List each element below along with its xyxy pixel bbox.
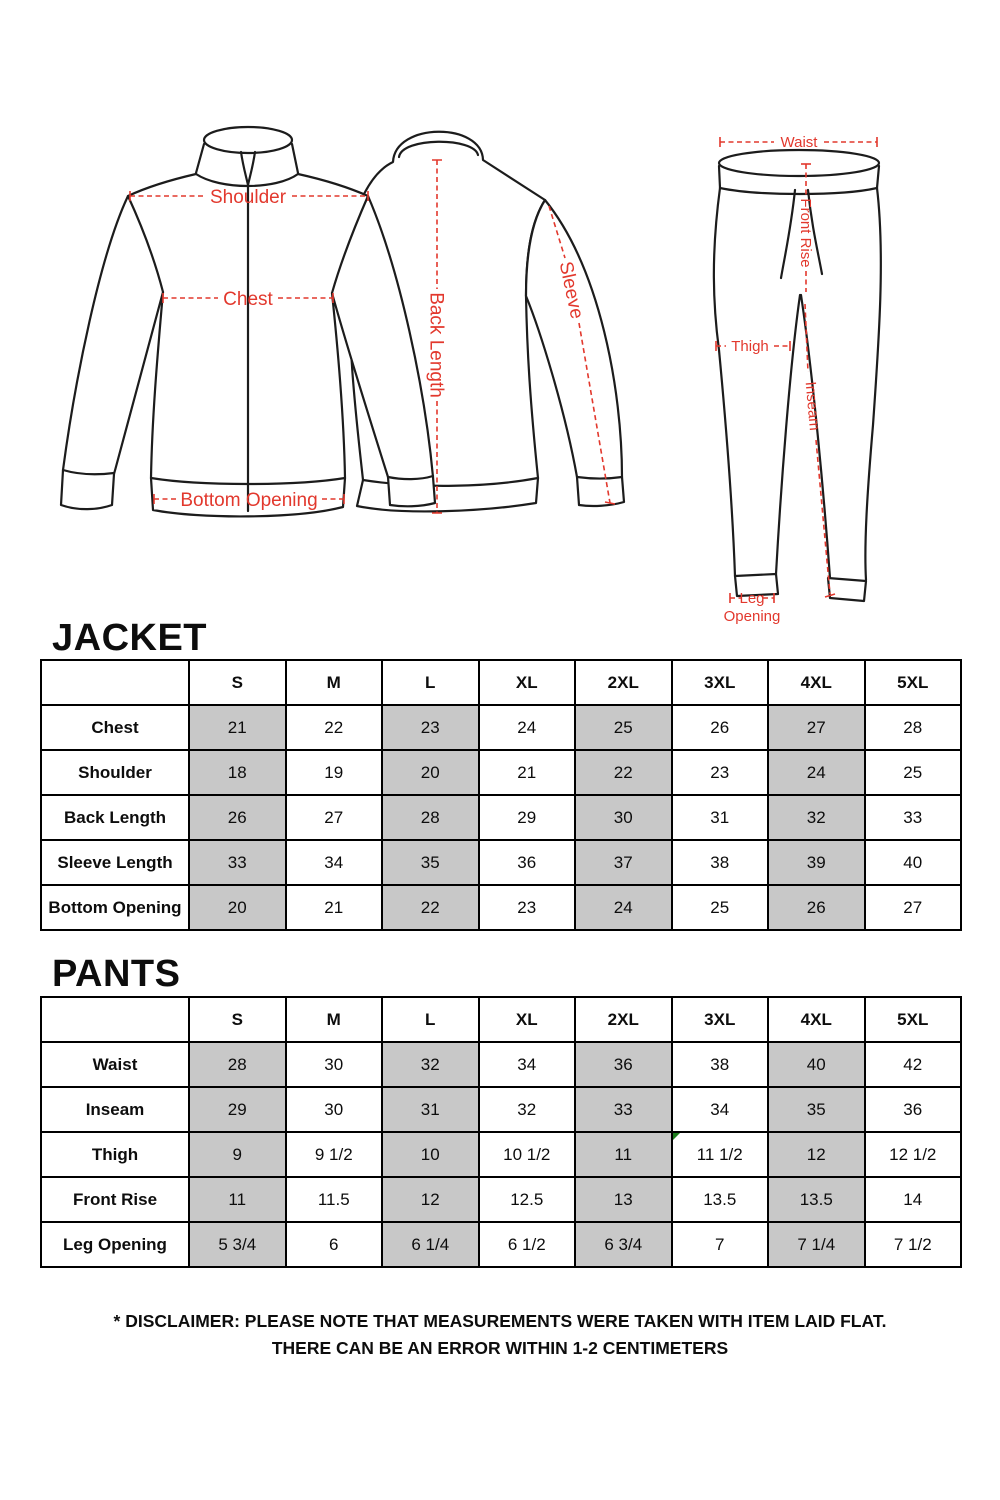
size-value-cell: 38	[672, 840, 769, 885]
row-label-cell: Back Length	[41, 795, 189, 840]
row-label-cell: Waist	[41, 1042, 189, 1087]
size-value-cell: 38	[672, 1042, 769, 1087]
size-value-cell: 21	[189, 705, 286, 750]
size-value-cell: 34	[286, 840, 383, 885]
size-value-cell: 31	[382, 1087, 479, 1132]
size-value-cell: 30	[286, 1087, 383, 1132]
corner-cell	[41, 660, 189, 705]
size-value-cell: 33	[865, 795, 962, 840]
size-value-cell: 27	[865, 885, 962, 930]
row-label-cell: Front Rise	[41, 1177, 189, 1222]
size-value-cell: 6	[286, 1222, 383, 1267]
jacket-front-collar-split	[241, 152, 255, 185]
size-value-cell: 40	[768, 1042, 865, 1087]
size-value-cell: 30	[575, 795, 672, 840]
size-value-cell: 40	[865, 840, 962, 885]
size-value-cell: 34	[672, 1087, 769, 1132]
size-value-cell: 11.5	[286, 1177, 383, 1222]
size-value-cell: 13.5	[768, 1177, 865, 1222]
jacket-back-sleeve-outline	[526, 200, 624, 506]
size-header-cell: 4XL	[768, 660, 865, 705]
row-label-cell: Sleeve Length	[41, 840, 189, 885]
size-value-cell: 34	[479, 1042, 576, 1087]
row-label-cell: Bottom Opening	[41, 885, 189, 930]
size-value-cell: 39	[768, 840, 865, 885]
size-value-cell: 35	[768, 1087, 865, 1132]
size-value-cell: 20	[382, 750, 479, 795]
bottom-opening-label: Bottom Opening	[180, 490, 318, 511]
size-header-cell: M	[286, 660, 383, 705]
size-value-cell: 32	[768, 795, 865, 840]
disclaimer-line1: * DISCLAIMER: PLEASE NOTE THAT MEASUREMENTS WERE TAKEN WITH ITEM LAID FLAT.	[113, 1311, 887, 1331]
measurement-row	[41, 1042, 961, 1087]
size-value-cell: 29	[189, 1087, 286, 1132]
disclaimer-line2: THERE CAN BE AN ERROR WITHIN 1-2 CENTIMETERS	[271, 1338, 729, 1358]
jacket-section-title: JACKET	[52, 617, 208, 659]
back-length-label: Back Length	[425, 292, 447, 398]
measurement-row	[41, 705, 961, 750]
size-value-cell: 13	[575, 1177, 672, 1222]
size-value-cell: 19	[286, 750, 383, 795]
size-value-cell: 7 1/2	[865, 1222, 962, 1267]
size-value-cell: 21	[286, 885, 383, 930]
size-value-cell: 29	[479, 795, 576, 840]
size-value-cell: 37	[575, 840, 672, 885]
size-header-cell: 5XL	[865, 997, 962, 1042]
sleeve-label: Sleeve	[554, 259, 588, 321]
size-header-cell: M	[286, 997, 383, 1042]
size-value-cell: 28	[189, 1042, 286, 1087]
size-value-cell: 6 1/4	[382, 1222, 479, 1267]
size-value-cell: 36	[479, 840, 576, 885]
size-value-cell: 26	[189, 795, 286, 840]
size-header-row	[41, 660, 961, 705]
size-value-cell: 32	[382, 1042, 479, 1087]
size-value-cell: 6 1/2	[479, 1222, 576, 1267]
pants-size-table	[40, 996, 962, 1268]
jacket-size-table	[40, 659, 962, 931]
size-value-cell: 27	[768, 705, 865, 750]
size-value-cell: 25	[672, 885, 769, 930]
disclaimer-block	[0, 1308, 1000, 1362]
size-value-cell: 22	[382, 885, 479, 930]
size-value-cell: 24	[479, 705, 576, 750]
size-value-cell: 23	[672, 750, 769, 795]
size-header-cell: S	[189, 660, 286, 705]
pants-waistband-top	[719, 150, 879, 176]
green-corner-marker	[673, 1133, 680, 1140]
pants-waistband-bottom	[720, 188, 877, 194]
size-header-cell: 3XL	[672, 997, 769, 1042]
size-value-cell: 12	[768, 1132, 865, 1177]
measurement-row	[41, 795, 961, 840]
size-value-cell: 22	[286, 705, 383, 750]
leg-opening-label-line1: Leg	[739, 590, 765, 607]
pants-right-ankle-cuff	[828, 578, 866, 601]
size-value-cell: 26	[768, 885, 865, 930]
size-header-cell: L	[382, 660, 479, 705]
garment-diagrams	[0, 0, 1000, 630]
size-value-cell: 12.5	[479, 1177, 576, 1222]
size-value-cell: 22	[575, 750, 672, 795]
size-value-cell: 9	[189, 1132, 286, 1177]
measurement-row	[41, 840, 961, 885]
size-header-cell: XL	[479, 997, 576, 1042]
size-value-cell: 7 1/4	[768, 1222, 865, 1267]
leg-opening-label-line2: Opening	[723, 608, 781, 625]
shoulder-label: Shoulder	[209, 187, 287, 208]
pants-left-leg-inner-seam	[776, 295, 800, 574]
size-header-cell: L	[382, 997, 479, 1042]
size-value-cell: 23	[479, 885, 576, 930]
row-label-cell: Shoulder	[41, 750, 189, 795]
size-header-cell: S	[189, 997, 286, 1042]
row-label-cell: Inseam	[41, 1087, 189, 1132]
size-value-cell: 14	[865, 1177, 962, 1222]
size-header-cell: 5XL	[865, 660, 962, 705]
size-value-cell: 7	[672, 1222, 769, 1267]
size-value-cell: 18	[189, 750, 286, 795]
size-header-cell: 2XL	[575, 660, 672, 705]
row-label-cell: Chest	[41, 705, 189, 750]
size-value-cell: 26	[672, 705, 769, 750]
front-rise-label: Front Rise	[796, 198, 814, 268]
size-header-cell: 3XL	[672, 660, 769, 705]
waist-label: Waist	[780, 134, 818, 151]
size-value-cell: 42	[865, 1042, 962, 1087]
size-value-cell: 31	[672, 795, 769, 840]
size-value-cell: 35	[382, 840, 479, 885]
size-value-cell: 11	[575, 1132, 672, 1177]
size-header-cell: 2XL	[575, 997, 672, 1042]
size-value-cell: 24	[768, 750, 865, 795]
size-value-cell: 12	[382, 1177, 479, 1222]
size-header-cell: 4XL	[768, 997, 865, 1042]
pants-right-leg-outer-seam	[865, 188, 880, 580]
size-value-cell: 25	[865, 750, 962, 795]
row-label-cell: Leg Opening	[41, 1222, 189, 1267]
size-value-cell: 36	[575, 1042, 672, 1087]
size-value-cell: 25	[575, 705, 672, 750]
size-value-cell: 11	[189, 1177, 286, 1222]
size-value-cell: 21	[479, 750, 576, 795]
size-value-cell: 24	[575, 885, 672, 930]
pants-section-title: PANTS	[52, 953, 181, 995]
size-header-row	[41, 997, 961, 1042]
jacket-front-collar-opening	[204, 127, 292, 153]
pants-right-leg-inner-seam	[801, 295, 830, 578]
thigh-label: Thigh	[731, 338, 769, 355]
size-value-cell: 33	[575, 1087, 672, 1132]
size-value-cell: 23	[382, 705, 479, 750]
size-value-cell: 30	[286, 1042, 383, 1087]
measurement-row	[41, 1087, 961, 1132]
size-value-cell: 10	[382, 1132, 479, 1177]
size-value-cell: 13.5	[672, 1177, 769, 1222]
size-value-cell: 11 1/2	[672, 1132, 769, 1177]
measurement-row	[41, 1132, 961, 1177]
size-value-cell: 12 1/2	[865, 1132, 962, 1177]
size-value-cell: 28	[382, 795, 479, 840]
chest-label: Chest	[223, 289, 273, 310]
size-header-cell: XL	[479, 660, 576, 705]
size-value-cell: 36	[865, 1087, 962, 1132]
inseam-label: Inseam	[801, 380, 823, 432]
row-label-cell: Thigh	[41, 1132, 189, 1177]
size-value-cell: 6 3/4	[575, 1222, 672, 1267]
pants-left-leg-outer-seam	[714, 188, 735, 576]
size-value-cell: 28	[865, 705, 962, 750]
size-value-cell: 9 1/2	[286, 1132, 383, 1177]
size-value-cell: 10 1/2	[479, 1132, 576, 1177]
measurement-row	[41, 885, 961, 930]
corner-cell	[41, 997, 189, 1042]
size-value-cell: 20	[189, 885, 286, 930]
size-value-cell: 32	[479, 1087, 576, 1132]
size-value-cell: 27	[286, 795, 383, 840]
measurement-row	[41, 750, 961, 795]
size-value-cell: 33	[189, 840, 286, 885]
measurement-row	[41, 1222, 961, 1267]
size-value-cell: 5 3/4	[189, 1222, 286, 1267]
measurement-row	[41, 1177, 961, 1222]
